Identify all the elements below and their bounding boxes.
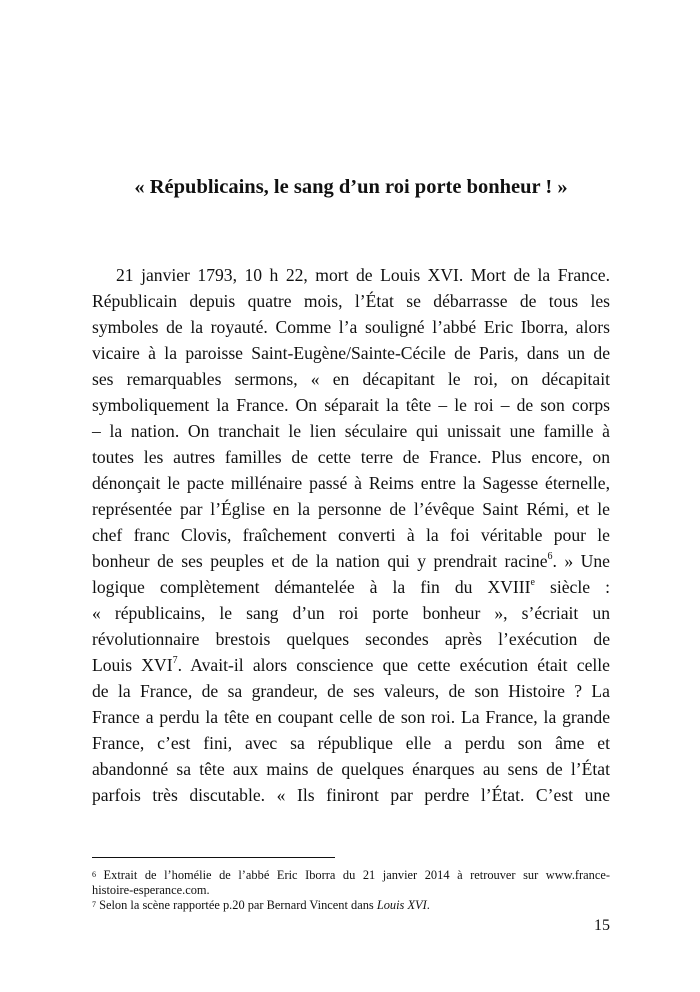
chapter-title: « Républicains, le sang d’un roi porte bonheur ! » <box>134 176 568 198</box>
text-line: symboliquement la France. On séparait la tête – le roi – de son corps <box>92 395 610 415</box>
text-line: France, c’est fini, avec sa république elle a perdu son âme et <box>92 733 610 753</box>
page-number: 15 <box>594 917 610 934</box>
footnote-number: 7 <box>92 900 96 909</box>
text-line: Républicain depuis quatre mois, l’État se débarrasse de tous les <box>92 291 610 311</box>
footnote-7 <box>92 898 610 913</box>
century-superscript: e <box>530 577 535 589</box>
text-line: révolutionnaire brestois quelques secondes après l’exécution de <box>92 629 610 649</box>
text-line: de la France, de sa grandeur, de ses valeurs, de son Histoire ? La <box>92 681 610 701</box>
text-segment: logique complètement démantelée à la fin du XVIII <box>92 577 531 597</box>
text-line: France a perdu la tête en coupant celle de son roi. La France, la grande <box>92 707 610 727</box>
body-paragraph <box>92 262 610 808</box>
text-segment: . » Une <box>552 551 610 571</box>
footnote-text-end: . <box>426 898 430 912</box>
footnote-ref-7: 7 <box>172 655 178 667</box>
footnote-text: Selon la scène rapportée p.20 par Bernard Vincent dans <box>96 898 377 912</box>
text-line: représentée par l’Église en la personne de l’évêque Saint Rémi, et le <box>92 499 610 519</box>
footnote-ref-6: 6 <box>547 551 553 563</box>
text-segment: siècle : <box>534 577 610 597</box>
footnote-separator <box>92 857 335 858</box>
footnotes <box>92 868 610 913</box>
text-line: ses remarquables sermons, « en décapitant le roi, on décapitait <box>92 369 610 389</box>
text-line: – la nation. On tranchait le lien séculaire qui unissait une famille à <box>92 421 610 441</box>
text-line: vicaire à la paroisse Saint-Eugène/Sainte-Cécile de Paris, dans un de <box>92 343 610 363</box>
footnote-text: Extrait de l’homélie de l’abbé Eric Iborra du 21 janvier 2014 à retrouver sur www.france- <box>96 868 610 882</box>
book-title: Louis XVI <box>376 898 427 912</box>
footnote-6 <box>92 868 610 883</box>
footnote-6-continued: histoire-esperance.com. <box>92 883 210 897</box>
text-line: parfois très discutable. « Ils finiront par perdre l’État. C’est une <box>92 785 610 805</box>
text-segment: . Avait-il alors conscience que cette exécution était celle <box>177 655 610 675</box>
text-line: chef franc Clovis, fraîchement converti à la foi véritable pour le <box>92 525 610 545</box>
text-line <box>92 652 610 678</box>
text-line: toutes les autres familles de cette terre de France. Plus encore, on <box>92 447 610 467</box>
text-segment: bonheur de ses peuples et de la nation qui y prendrait racine <box>92 551 548 571</box>
text-line <box>92 574 610 600</box>
text-line <box>92 548 610 574</box>
footnote-number: 6 <box>92 870 96 879</box>
text-line: abandonné sa tête aux mains de quelques énarques au sens de l’État <box>92 759 610 779</box>
text-line: 21 janvier 1793, 10 h 22, mort de Louis XVI. Mort de la France. <box>116 265 610 285</box>
text-line: « républicains, le sang d’un roi porte bonheur », s’écriait un <box>92 603 610 623</box>
text-line: symboles de la royauté. Comme l’a souligné l’abbé Eric Iborra, alors <box>92 317 610 337</box>
text-line: dénonçait le pacte millénaire passé à Reims entre la Sagesse éternelle, <box>92 473 610 493</box>
text-segment: Louis XVI <box>92 655 173 675</box>
